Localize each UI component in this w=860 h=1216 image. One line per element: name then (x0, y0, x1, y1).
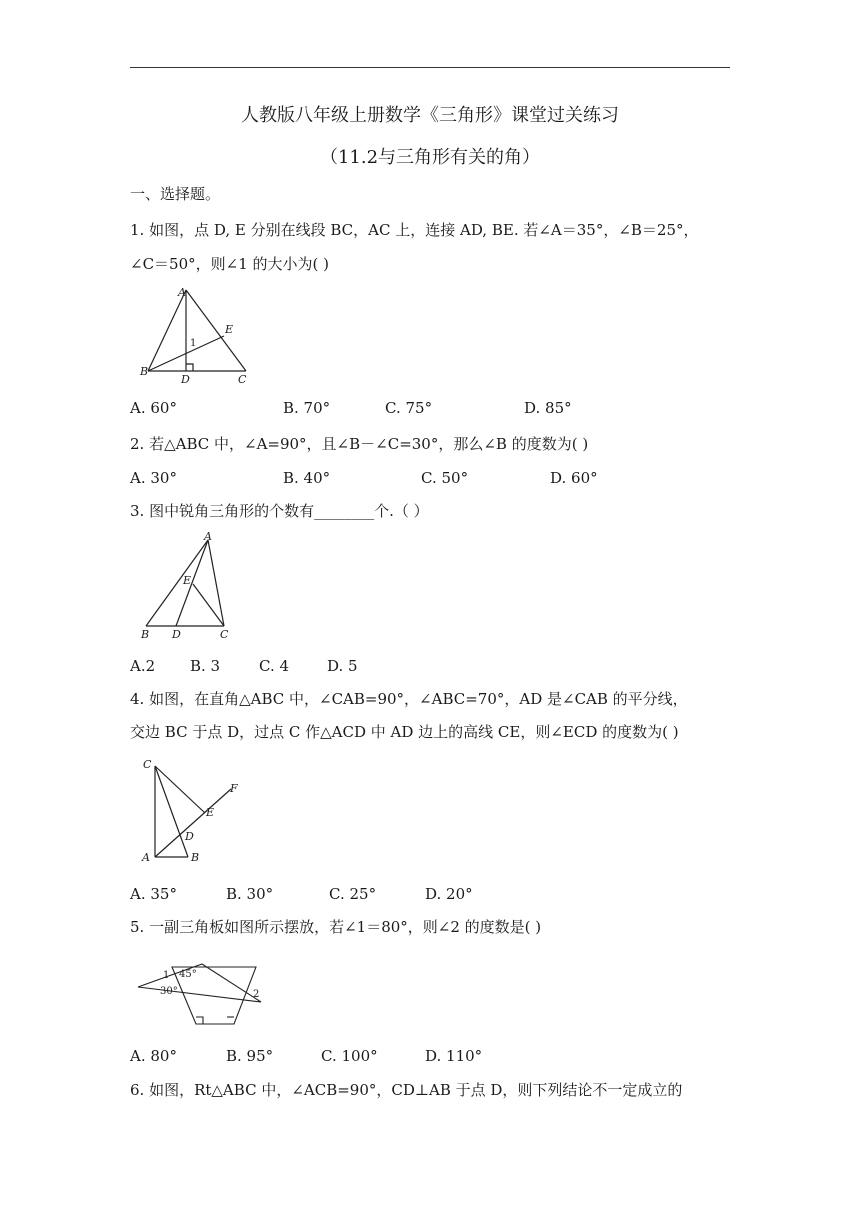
q2-option-d[interactable]: D. 60° (550, 469, 598, 487)
q4-option-c[interactable]: C. 25° (329, 885, 377, 903)
fig4-label-a: A (142, 851, 150, 864)
q4-option-a[interactable]: A. 35° (130, 885, 177, 903)
fig5-label-30: 30° (160, 986, 178, 997)
header-rule (130, 67, 730, 68)
q1-option-c[interactable]: C. 75° (385, 399, 433, 417)
fig4-label-c: C (143, 758, 152, 771)
q5-option-d[interactable]: D. 110° (425, 1047, 483, 1065)
question-5-line-1: 5. 一副三角板如图所示摆放，若∠1＝80°，则∠2 的度数是( ) (130, 918, 542, 936)
q4-option-b[interactable]: B. 30° (226, 885, 274, 903)
fig5-label-45: 45° (179, 969, 197, 980)
q2-option-c[interactable]: C. 50° (421, 469, 469, 487)
fig5-label-1: 1 (163, 970, 170, 981)
q5-option-b[interactable]: B. 95° (226, 1047, 274, 1065)
fig1-label-e: E (225, 323, 234, 336)
fig3-label-d: D (172, 628, 181, 641)
question-3-figure (138, 532, 238, 642)
section-heading: 一、选择题。 (130, 185, 221, 203)
fig3-label-c: C (220, 628, 229, 641)
question-2-line-1: 2. 若△ABC 中，∠A=90°，且∠B－∠C=30°，那么∠B 的度数为( ) (130, 435, 589, 453)
q2-option-b[interactable]: B. 40° (283, 469, 331, 487)
fig4-label-d: D (185, 830, 194, 843)
question-1-line-2: ∠C＝50°，则∠1 的大小为( ) (130, 255, 329, 273)
fig5-label-2: 2 (253, 989, 260, 1000)
q3-option-a[interactable]: A.2 (130, 657, 156, 675)
fig1-label-c: C (238, 373, 247, 386)
q3-option-b[interactable]: B. 3 (190, 657, 221, 675)
fig3-label-b: B (141, 628, 150, 641)
q1-option-b[interactable]: B. 70° (283, 399, 331, 417)
fig1-label-a: A (178, 286, 186, 299)
q1-option-d[interactable]: D. 85° (524, 399, 572, 417)
fig4-label-e: E (206, 806, 215, 819)
page-title: 人教版八年级上册数学《三角形》课堂过关练习 (241, 105, 619, 126)
q3-option-c[interactable]: C. 4 (259, 657, 290, 675)
fig3-label-e: E (183, 574, 192, 587)
fig3-label-a: A (204, 530, 212, 543)
fig4-label-f: F (230, 782, 238, 795)
question-4-line-2: 交边 BC 于点 D，过点 C 作△ACD 中 AD 边上的高线 CE，则∠ECD 的度数为( ) (130, 723, 679, 741)
fig4-label-b: B (191, 851, 200, 864)
q4-option-d[interactable]: D. 20° (425, 885, 473, 903)
question-4-figure (138, 754, 248, 866)
question-5-figure (136, 960, 266, 1030)
question-6-line-1: 6. 如图，Rt△ABC 中，∠ACB=90°，CD⊥AB 于点 D，则下列结论不一定成立的 (130, 1081, 683, 1099)
q2-option-a[interactable]: A. 30° (130, 469, 177, 487)
fig1-label-d: D (181, 373, 190, 386)
fig1-label-b: B (140, 365, 149, 378)
q3-option-d[interactable]: D. 5 (327, 657, 358, 675)
page-subtitle: （11.2与三角形有关的角） (319, 147, 541, 168)
fig1-label-1: 1 (190, 338, 197, 349)
q5-option-c[interactable]: C. 100° (321, 1047, 378, 1065)
q5-option-a[interactable]: A. 80° (130, 1047, 177, 1065)
question-4-line-1: 4. 如图，在直角△ABC 中，∠CAB=90°，∠ABC=70°，AD 是∠CAB 的平分线， (130, 690, 688, 708)
question-1-figure (138, 286, 258, 388)
question-3-line-1: 3. 图中锐角三角形的个数有________个.（ ） (130, 502, 429, 520)
question-1-line-1: 1. 如图，点 D, E 分别在线段 BC，AC 上，连接 AD, BE. 若∠A＝35°，∠B＝25°， (130, 221, 699, 239)
q1-option-a[interactable]: A. 60° (130, 399, 177, 417)
